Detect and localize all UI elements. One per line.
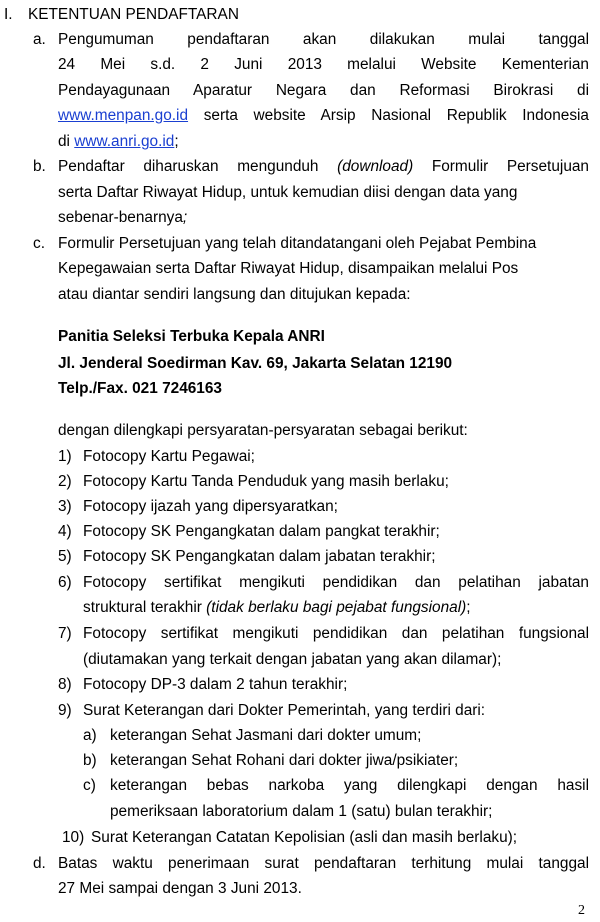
req-9c-line-1: keterangan bebas narkoba yang dilengkapi dengan hasil [110, 777, 589, 794]
item-a-line-1: Pengumuman pendaftaran akan dilakukan mulai tanggal [58, 31, 589, 48]
item-a-line-5 [58, 133, 179, 151]
item-d-line-2: 27 Mei sampai dengan 3 Juni 2013. [58, 880, 302, 897]
address-line-3: Telp./Fax. 021 7246163 [58, 380, 222, 397]
item-b-line-3-text: sebenar-benarnya [58, 209, 183, 226]
item-b-line-1-post: Formulir Persetujuan [431, 158, 589, 175]
download-term: (download) [337, 158, 414, 175]
section-title: KETENTUAN PENDAFTARAN [28, 6, 239, 23]
item-c-line-2: Kepegawaian serta Daftar Riwayat Hidup, disampaikan melalui Pos [58, 260, 519, 277]
item-a-line-4 [58, 107, 589, 125]
req-1-num: 1) [58, 448, 72, 465]
req-9c-marker: c) [83, 777, 96, 794]
requirements-intro: dengan dilengkapi persyaratan-persyaratan sebagai berikut: [58, 422, 468, 439]
item-a-marker: a. [33, 31, 46, 48]
item-d-marker: d. [33, 855, 46, 872]
req-8-text: Fotocopy DP-3 dalam 2 tahun terakhir; [83, 676, 348, 693]
menpan-link[interactable]: www.menpan.go.id [58, 107, 189, 124]
item-a-di: di [58, 133, 70, 150]
req-10-num: 10) [62, 829, 85, 846]
address-line-2: Jl. Jenderal Soedirman Kav. 69, Jakarta Selatan 12190 [58, 355, 453, 372]
req-7-line-1: Fotocopy sertifikat mengikuti pendidikan dan pelatihan fungsional [83, 625, 589, 642]
item-a-line-4-rest: serta website Arsip Nasional Republik Indonesia [203, 107, 589, 124]
item-d-line-1: Batas waktu penerimaan surat pendaftaran terhitung mulai tanggal [58, 855, 589, 872]
item-b-semicolon: ; [182, 209, 188, 226]
req-10-text: Surat Keterangan Catatan Kepolisian (asli dan masih berlaku); [91, 829, 518, 846]
page-number: 2 [578, 903, 585, 918]
item-c-line-3: atau diantar sendiri langsung dan ditujukan kepada: [58, 286, 411, 303]
req-1-text: Fotocopy Kartu Pegawai; [83, 448, 255, 465]
item-b-marker: b. [33, 158, 46, 175]
item-b-line-3 [58, 209, 187, 227]
item-a-line-3: Pendayagunaan Aparatur Negara dan Reformasi Birokrasi di [58, 82, 589, 99]
item-b-line-1 [58, 158, 589, 176]
req-9-num: 9) [58, 702, 72, 719]
req-9c-line-2: pemeriksaan laboratorium dalam 1 (satu) bulan terakhir; [110, 803, 493, 820]
req-9a-text: keterangan Sehat Jasmani dari dokter umum; [110, 727, 422, 744]
item-c-line-1: Formulir Persetujuan yang telah ditandatangani oleh Pejabat Pembina [58, 235, 537, 252]
req-6-line-2-pre: struktural terakhir [83, 599, 202, 616]
address-line-1: Panitia Seleksi Terbuka Kepala ANRI [58, 328, 325, 345]
req-8-num: 8) [58, 676, 72, 693]
req-9b-marker: b) [83, 752, 97, 769]
req-5-text: Fotocopy SK Pengangkatan dalam jabatan terakhir; [83, 548, 436, 565]
req-6-note: (tidak berlaku bagi pejabat fungsional) [206, 599, 467, 616]
item-c-marker: c. [33, 235, 45, 252]
req-6-line-2 [83, 599, 471, 617]
req-5-num: 5) [58, 548, 72, 565]
item-b-line-1-pre: Pendaftar diharuskan mengunduh [58, 158, 319, 175]
req-9-text: Surat Keterangan dari Dokter Pemerintah, yang terdiri dari: [83, 702, 486, 719]
req-2-num: 2) [58, 473, 72, 490]
req-9a-marker: a) [83, 727, 97, 744]
req-2-text: Fotocopy Kartu Tanda Penduduk yang masih berlaku; [83, 473, 449, 490]
req-9b-text: keterangan Sehat Rohani dari dokter jiwa/psikiater; [110, 752, 459, 769]
req-3-num: 3) [58, 498, 72, 515]
section-number: I. [4, 6, 13, 23]
anri-link[interactable]: www.anri.go.id [74, 133, 175, 150]
item-a-semicolon: ; [174, 133, 179, 150]
req-7-num: 7) [58, 625, 72, 642]
req-7-line-2: (diutamakan yang terkait dengan jabatan yang akan dilamar); [83, 651, 502, 668]
req-6-line-1: Fotocopy sertifikat mengikuti pendidikan dan pelatihan jabatan [83, 574, 589, 591]
req-3-text: Fotocopy ijazah yang dipersyaratkan; [83, 498, 338, 515]
req-6-semicolon: ; [466, 599, 471, 616]
req-4-text: Fotocopy SK Pengangkatan dalam pangkat terakhir; [83, 523, 440, 540]
item-b-line-2: serta Daftar Riwayat Hidup, untuk kemudian diisi dengan data yang [58, 184, 518, 201]
item-a-line-2: 24 Mei s.d. 2 Juni 2013 melalui Website Kementerian [58, 56, 589, 73]
req-4-num: 4) [58, 523, 72, 540]
req-6-num: 6) [58, 574, 72, 591]
